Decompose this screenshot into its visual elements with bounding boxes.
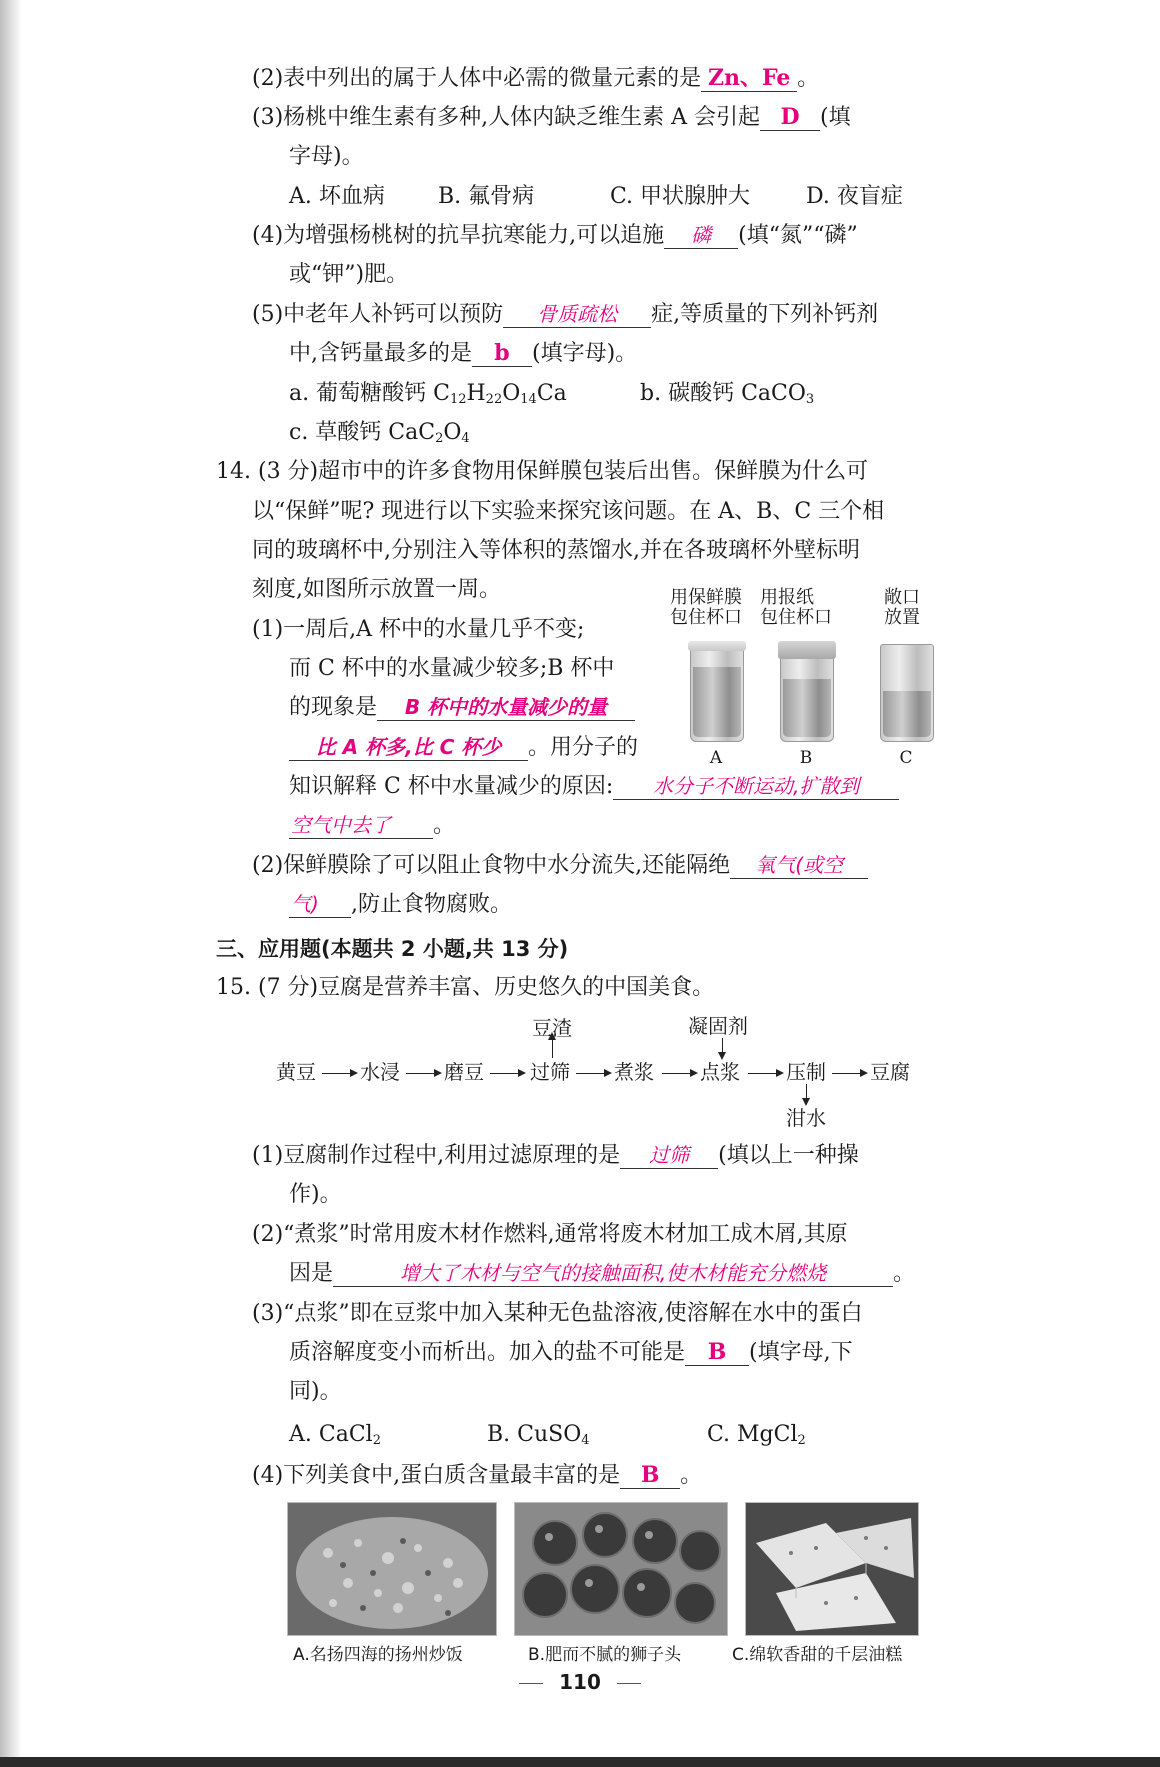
q15-part3-line3: 同)。 [289,1379,342,1404]
q14-line4: 刻度,如图所示放置一周。 [252,577,501,602]
q14-part1-line4: 比 A 杯多,比 C 杯少 。用分子的 [289,733,638,763]
q13-part2: (2)表中列出的属于人体中必需的微量元素的是 Zn、Fe 。 [252,65,820,91]
section-3-heading: 三、应用题(本题共 2 小题,共 13 分) [216,937,569,961]
flow-step-soybean: 黄豆 [276,1060,316,1084]
food-caption-a: A.名扬四海的扬州炒饭 [293,1645,463,1665]
cup-b-label: B [799,748,813,768]
cup-b-caption-1: 用报纸 [760,587,814,608]
cup-c-open [880,644,934,742]
flow-step-soak: 水浸 [360,1060,400,1084]
q14-part1-line5: 知识解释 C 杯中水量减少的原因: 水分子不断运动,扩散到 [289,772,899,802]
food-photo-layered-cake [745,1502,919,1636]
q14-part1-line1: (1)一周后,A 杯中的水量几乎不变; [252,617,585,642]
flow-arrow [576,1073,610,1074]
q14-part1-answer-a: B 杯中的水量减少的量 [377,694,635,721]
q15-part1-line2: 作)。 [289,1182,342,1207]
food-photo-fried-rice [287,1502,497,1636]
q13-part5-line2: 中,含钙量最多的是 b (填字母)。 [289,340,638,366]
flow-arrow [662,1073,696,1074]
flow-step-boil: 煮浆 [614,1060,654,1084]
q14-part2-line1: (2)保鲜膜除了可以阻止食物中水分流失,还能隔绝 氧气(或空 [252,851,868,881]
q13-part3-option-d: D. 夜盲症 [806,184,903,209]
q13-part2-answer: Zn、Fe [701,65,797,92]
q13-part4: (4)为增强杨桃树的抗旱抗寒能力,可以追施 磷 (填“氮”“磷” [252,223,858,248]
q14-part1-answer2-b: 空气中去了 [289,812,433,839]
page-number: 110 [0,1670,1160,1694]
cup-a-caption-2: 包住杯口 [670,607,742,628]
food-photo-lion-head-meatballs [514,1502,728,1636]
flow-arrow [832,1073,866,1074]
q15-part3-answer: B [685,1339,749,1366]
cup-a-label: A [709,748,723,768]
cup-c-caption-2: 放置 [884,607,920,628]
cup-c-caption-1: 敞口 [884,587,920,608]
q13-part3-option-a: A. 坏血病 [289,184,385,209]
cup-c-label: C [899,748,913,768]
q14-part1-line3: 的现象是 B 杯中的水量减少的量 [289,693,635,723]
flow-arrow [322,1073,356,1074]
cups-experiment-figure [668,588,936,768]
flow-coagulant: 凝固剂 [688,1014,748,1038]
flow-whey: 泔水 [786,1106,826,1130]
q13-part4-answer: 磷 [664,222,738,249]
q15-part3-line1: (3)“点浆”即在豆浆中加入某种无色盐溶液,使溶解在水中的蛋白 [252,1301,863,1326]
q13-part3-option-b: B. 氟骨病 [438,184,535,209]
food-caption-b: B.肥而不腻的狮子头 [528,1645,682,1665]
q14-part1-line6: 空气中去了 。 [291,813,456,838]
flow-step-press: 压制 [786,1060,826,1084]
q13-part3-line2: 字母)。 [289,144,364,169]
q14-part2-answer-a: 氧气(或空 [730,852,868,879]
q13-part4-line2: 或“钾”)肥。 [289,262,409,287]
q14-part1-line2: 而 C 杯中的水量减少较多;B 杯中 [289,656,615,681]
q15-part3-line2: 质溶解度变小而析出。加入的盐不可能是 B (填字母,下 [289,1339,853,1365]
q13-part3-option-c: C. 甲状腺肿大 [610,184,751,209]
flow-arrow [490,1073,524,1074]
q15-part1: (1)豆腐制作过程中,利用过滤原理的是 过筛 (填以上一种操 [252,1143,859,1168]
q15-line1: 15. (7 分)豆腐是营养丰富、历史悠久的中国美食。 [216,975,715,1000]
q14-line2: 以“保鲜”呢? 现进行以下实验来探究该问题。在 A、B、C 三个相 [252,499,885,524]
q15-part2-answer: 增大了木材与空气的接触面积,使木材能充分燃烧 [333,1260,893,1287]
flow-step-sieve: 过筛 [530,1060,570,1084]
flow-step-grind: 磨豆 [444,1060,484,1084]
flow-okara: 豆渣 [532,1016,572,1040]
q13-part5-answer: 骨质疏松 [503,301,651,328]
q15-part4-answer: B [620,1462,680,1489]
q13-part5-option-b: b. 碳酸钙 CaCO$_3$ [640,381,815,407]
flow-step-coagulate: 点浆 [700,1060,740,1084]
flow-step-tofu: 豆腐 [870,1060,910,1084]
cup-b-newspaper [780,644,834,742]
cup-a-plastic-wrap [690,644,744,742]
q15-part3-option-a: A. CaCl$_2$ [289,1422,381,1448]
q15-part2-line2: 因是 增大了木材与空气的接触面积,使木材能充分燃烧 。 [289,1261,916,1286]
q14-part1-answer-b: 比 A 杯多,比 C 杯少 [289,734,528,761]
flow-arrow [406,1073,440,1074]
q13-part5-answer2: b [472,340,532,367]
q13-part3-answer: D [760,104,820,131]
cup-b-caption-2: 包住杯口 [760,607,832,628]
flow-arrow-down-coagulant [722,1038,723,1058]
q14-part2-line2: 气) ,防止食物腐败。 [291,892,512,917]
q13-part5-option-c: c. 草酸钙 $CaC_2O_4$ [289,420,470,446]
q13-part3: (3)杨桃中维生素有多种,人体内缺乏维生素 A 会引起 D (填 [252,104,851,130]
q13-part5: (5)中老年人补钙可以预防 骨质疏松 症,等质量的下列补钙剂 [252,302,879,327]
q15-part1-answer: 过筛 [620,1142,718,1169]
page-edge-shadow [0,0,22,1767]
q14-line1: 14. (3 分)超市中的许多食物用保鲜膜包装后出售。保鲜膜为什么可 [216,459,869,484]
cup-a-caption-1: 用保鲜膜 [670,587,742,608]
food-caption-c: C.绵软香甜的千层油糕 [732,1645,903,1665]
q15-part4: (4)下列美食中,蛋白质含量最丰富的是 B 。 [252,1462,703,1488]
q15-part3-option-b: B. CuSO$_4$ [487,1422,590,1448]
q14-part1-answer2-a: 水分子不断运动,扩散到 [613,773,899,800]
q13-part5-option-a: a. 葡萄糖酸钙 $C_{12}H_{22}O_{14}Ca$ [289,381,567,407]
tofu-process-flowchart [272,1010,922,1130]
bottom-bar [0,1757,1160,1767]
q14-part2-answer-b: 气) [289,891,351,918]
flow-arrow [748,1073,782,1074]
q15-part2-line1: (2)“煮浆”时常用废木材作燃料,通常将废木材加工成木屑,其原 [252,1222,848,1247]
q14-line3: 同的玻璃杯中,分别注入等体积的蒸馏水,并在各玻璃杯外壁标明 [252,538,860,563]
flow-arrow-down-whey [806,1084,807,1104]
q15-part3-option-c: C. MgCl$_2$ [707,1422,806,1448]
